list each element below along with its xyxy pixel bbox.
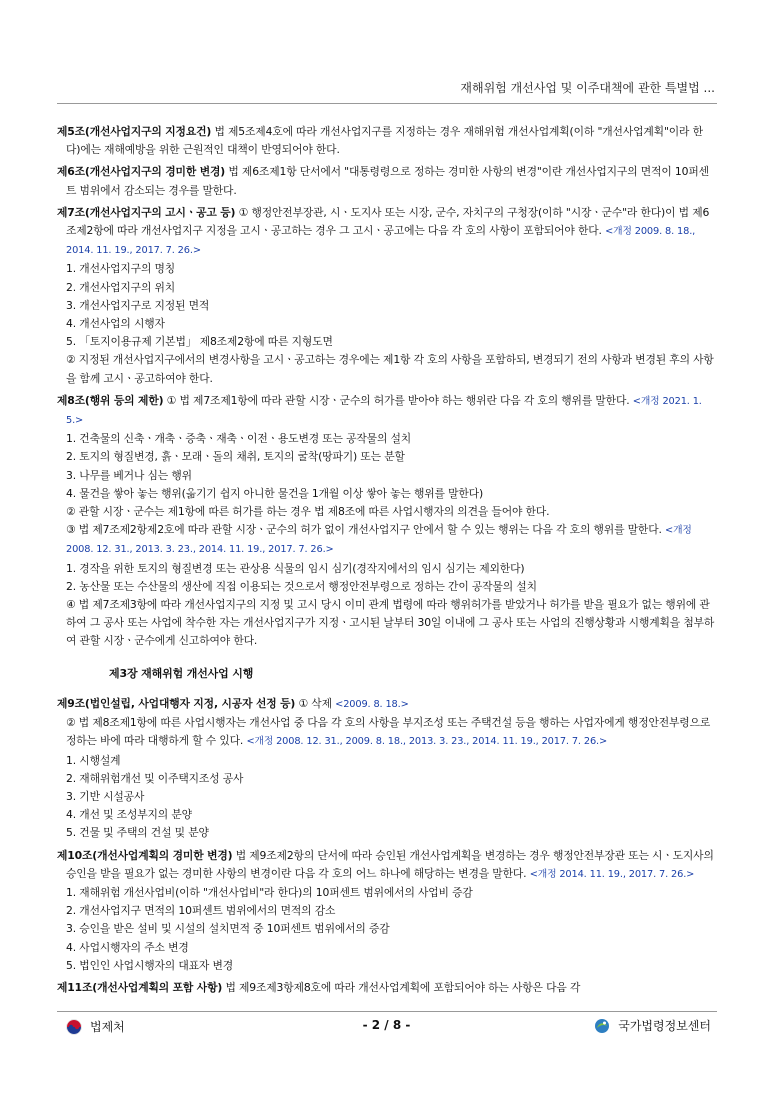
article-9-paragraph-2: ② 법 제8조제1항에 따른 사업시행자는 개선사업 중 다음 각 호의 사항을 부지조성 또는 주택건설 등을 행하는 사업자에게 행정안전부령으로 정하는 바에 따라 대행하게 할 수 있다.: [66, 716, 711, 748]
amendment-note: <개정 2008. 12. 31., 2009. 8. 18., 2013. 3. 23., 2014. 11. 19., 2017. 7. 26.>: [246, 736, 608, 748]
article-11-text: 법 제9조제3항제8호에 따라 개선사업계획에 포함되어야 하는 사항은 다음 각: [222, 980, 581, 994]
article-8-paragraph-3: ③ 법 제7조제2항제2호에 따라 관할 시장ㆍ군수의 허가 없이 개선사업지구 안에서 할 수 있는 행위는 다음 각 호의 행위를 말한다.: [66, 523, 666, 537]
header-divider: [57, 103, 717, 104]
article-9-heading: 제9조(법인설립, 사업대행자 지정, 시공자 선정 등): [57, 696, 296, 710]
article-5-heading: 제5조(개선사업지구의 지정요건): [57, 125, 212, 138]
article-7-paragraph-1: ① 행정안전부장관, 시ㆍ도지사 또는 시장, 군수, 자치구의 구청장(이하 "시장ㆍ군수"라 한다)이 법 제6조제2항에 따라 개선사업지구 지정을 고시ㆍ공고하는 경우 그 고시ㆍ공고에는 다음 각 호의 사항이 포함되어야 한다.: [66, 205, 710, 238]
list-item: 1. 재해위험 개선사업비(이하 "개선사업비"라 한다)의 10퍼센트 범위에서의 사업비 증감: [66, 885, 473, 899]
amendment-note: <개정 2021. 1. 5.>: [66, 395, 702, 427]
article-9-paragraph-1: ① 삭제: [295, 696, 336, 710]
list-item: 5. 건물 및 주택의 건설 및 분양: [66, 826, 209, 840]
footer-agency-name: 법제처: [90, 1020, 125, 1034]
article-5: [57, 123, 717, 159]
document-header-title: 재해위험 개선사업 및 이주대책에 관한 특별법 ...: [460, 81, 715, 95]
list-item: 1. 개선사업지구의 명칭: [66, 262, 176, 276]
article-10: [57, 847, 717, 975]
list-item: 2. 토지의 형질변경, 흙ㆍ모래ㆍ돌의 채취, 토지의 굴착(땅파기) 또는 분할: [66, 450, 405, 464]
list-item: 1. 건축물의 신축ㆍ개축ㆍ증축ㆍ재축ㆍ이전ㆍ용도변경 또는 공작물의 설치: [66, 432, 412, 446]
article-8-paragraph-1: ① 법 제7조제1항에 따라 관할 시장ㆍ군수의 허가를 받아야 하는 행위란 다음 각 호의 행위를 말한다.: [163, 393, 633, 407]
list-item: 5. 법인인 사업시행자의 대표자 변경: [66, 958, 234, 972]
amendment-note: <2009. 8. 18.>: [335, 698, 409, 710]
footer-right: [594, 1017, 711, 1034]
list-item: 2. 재해위험개선 및 이주택지조성 공사: [66, 771, 244, 785]
list-item: 2. 개선사업지구 면적의 10퍼센트 범위에서의 면적의 감소: [66, 904, 336, 918]
article-11-heading: 제11조(개선사업계획의 포함 사항): [57, 980, 223, 994]
list-item: 3. 기반 시설공사: [66, 789, 145, 803]
article-8: [57, 392, 717, 651]
document-body: [57, 123, 717, 1001]
footer-center-name: 국가법령정보센터: [618, 1019, 711, 1033]
list-item: 2. 농산물 또는 수산물의 생산에 직접 이용되는 것으로서 행정안전부령으로 정하는 간이 공작물의 설치: [66, 579, 537, 593]
list-item: 4. 개선사업의 시행자: [66, 317, 165, 331]
list-item: 2. 개선사업지구의 위치: [66, 280, 176, 294]
article-6: [57, 163, 717, 199]
article-9: [57, 695, 717, 843]
list-item: 5. 「토지이용규제 기본법」 제8조제2항에 따른 지형도면: [66, 335, 333, 349]
article-10-paragraph-1: 법 제9조제2항의 단서에 따라 승인된 개선사업계획을 변경하는 경우 행정안전부장관 또는 시ㆍ도지사의 승인을 받을 필요가 없는 경미한 사항의 변경이란 다음 각 호의 어느 하나에 해당하는 변경을 말한다.: [66, 848, 714, 880]
article-8-heading: 제8조(행위 등의 제한): [57, 393, 164, 407]
article-6-heading: 제6조(개선사업지구의 경미한 변경): [57, 165, 226, 179]
list-item: 1. 경작을 위한 토지의 형질변경 또는 관상용 식물의 임시 심기(경작지에서의 임시 심기는 제외한다): [66, 561, 525, 575]
amendment-note: <개정 2009. 8. 18., 2014. 11. 19., 2017. 7. 26.>: [66, 226, 696, 257]
article-5-text: 법 제5조제4호에 따라 개선사업지구를 지정하는 경우 재해위험 개선사업계획(이하 "개선사업계획"이라 한다)에는 재해예방을 위한 근원적인 대책이 반영되어야 한다.: [66, 125, 703, 157]
page-number: - 2 / 8 -: [362, 1018, 411, 1032]
footer-divider: [57, 1011, 717, 1012]
article-7: [57, 204, 717, 388]
article-11: [57, 979, 717, 997]
article-7-paragraph-2: ② 지정된 개선사업지구에서의 변경사항을 고시ㆍ공고하는 경우에는 제1항 각 호의 사항을 포함하되, 변경되기 전의 사항과 변경된 후의 사항을 함께 고시ㆍ공고하여야 한다.: [66, 353, 714, 385]
article-8-paragraph-4: ④ 법 제7조제3항에 따라 개선사업지구의 지정 및 고시 당시 이미 관계 법령에 따라 행위허가를 받았거나 허가를 받을 필요가 없는 행위에 관하여 그 공사 또는 사업에 착수한 자는 개선사업지구가 지정ㆍ고시된 날부터 30일 이내에 그 공사 또는 사업의 진행상황과 시행계획을 첨부하여 관할 시장ㆍ군수에게 신고하여야 한다.: [66, 598, 715, 648]
list-item: 4. 사업시행자의 주소 변경: [66, 940, 189, 954]
amendment-note: <개정 2008. 12. 31., 2013. 3. 23., 2014. 11. 19., 2017. 7. 26.>: [66, 525, 692, 556]
article-7-heading: 제7조(개선사업지구의 고시ㆍ공고 등): [57, 205, 236, 219]
chapter-heading: 제3장 재해위험 개선사업 시행: [109, 666, 254, 680]
list-item: 3. 개선사업지구로 지정된 면적: [66, 298, 210, 312]
amendment-note: <개정 2014. 11. 19., 2017. 7. 26.>: [529, 868, 695, 880]
article-10-heading: 제10조(개선사업계획의 경미한 변경): [57, 848, 233, 862]
law-info-center-logo-icon: [594, 1018, 610, 1034]
article-6-text: 법 제6조제1항 단서에서 "대통령령으로 정하는 경미한 사항의 변경"이란 개선사업지구의 면적이 10퍼센트 범위에서 감소되는 경우를 말한다.: [66, 165, 709, 197]
list-item: 1. 시행설계: [66, 753, 121, 767]
list-item: 4. 개선 및 조성부지의 분양: [66, 808, 192, 822]
article-8-paragraph-2: ② 관할 시장ㆍ군수는 제1항에 따른 허가를 하는 경우 법 제8조에 따른 사업시행자의 의견을 들어야 한다.: [66, 505, 550, 519]
list-item: 3. 나무를 베거나 심는 행위: [66, 468, 192, 482]
list-item: 4. 물건을 쌓아 놓는 행위(옮기기 쉽지 아니한 물건을 1개월 이상 쌓아 놓는 행위를 말한다): [66, 486, 484, 500]
list-item: 3. 승인을 받은 설비 및 시설의 설치면적 중 10퍼센트 범위에서의 증감: [66, 922, 390, 936]
